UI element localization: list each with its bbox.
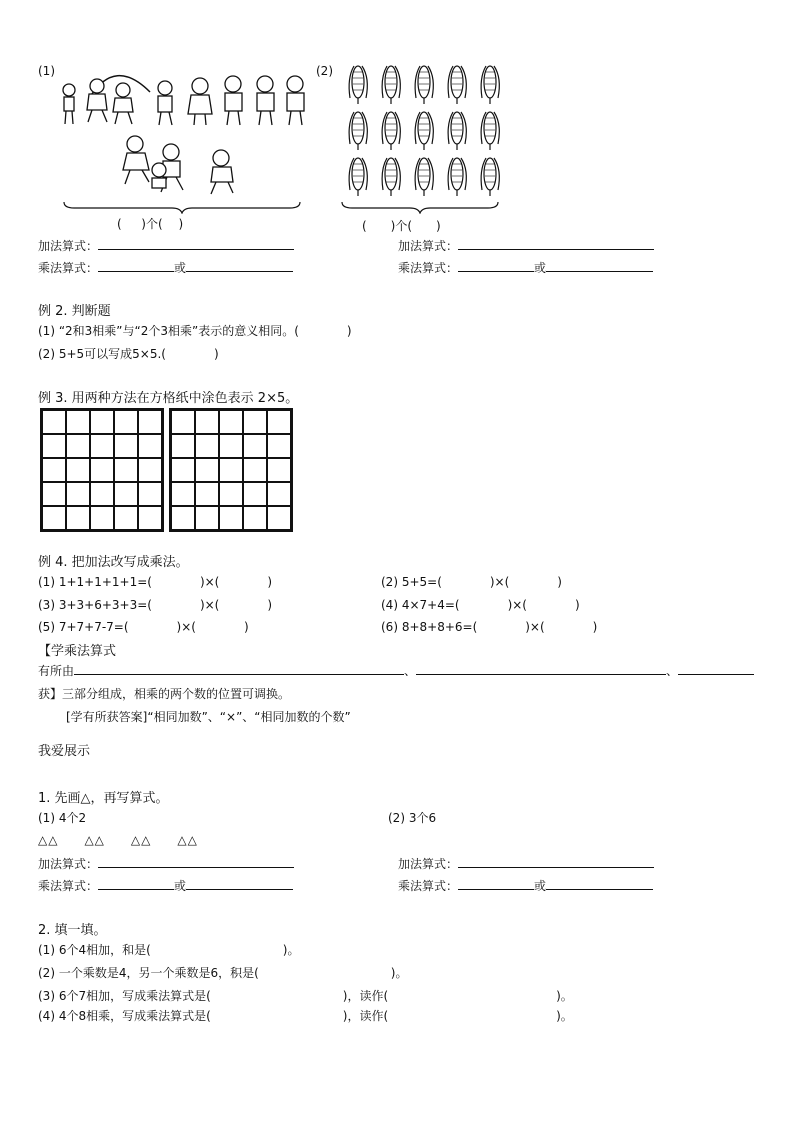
mul-formula-blank[interactable] xyxy=(98,259,174,272)
grid-cell[interactable] xyxy=(219,458,243,482)
grid-cell[interactable] xyxy=(195,434,219,458)
grid-cell[interactable] xyxy=(219,482,243,506)
child-figure xyxy=(225,76,242,125)
grid-cell[interactable] xyxy=(171,410,195,434)
example-4-title: 例 4. 把加法改写成乘法。 xyxy=(38,555,189,570)
corn-cob xyxy=(415,112,433,150)
section-title: 我爱展示 xyxy=(38,744,91,759)
learn-blank-1[interactable] xyxy=(74,662,404,675)
fill-item-2: (2) 一个乘数是4，另一个乘数是6，积是( )。 xyxy=(38,966,408,980)
grid-cell[interactable] xyxy=(267,458,291,482)
child-figure xyxy=(211,150,233,194)
grid-cell[interactable] xyxy=(42,458,66,482)
fill-item-3: (3) 6个7相加，写成乘法算式是( )，读作( )。 xyxy=(38,989,573,1003)
grid-cell[interactable] xyxy=(195,482,219,506)
mul-formula-blank[interactable] xyxy=(186,877,293,890)
add-formula-left: 加法算式： xyxy=(38,237,294,254)
children-picture xyxy=(55,62,310,202)
grid-cell[interactable] xyxy=(243,506,267,530)
corn-cob xyxy=(349,66,367,104)
rewrite-item-5: (5) 7+7+7-7=( )×( ) xyxy=(38,620,249,634)
grid-cell[interactable] xyxy=(90,434,114,458)
mul-formula-right: 乘法算式： 或 xyxy=(398,259,653,276)
mul-formula-blank[interactable] xyxy=(186,259,293,272)
show-mul-formula-right: 乘法算式： 或 xyxy=(398,877,653,894)
grid-cell[interactable] xyxy=(90,506,114,530)
grid-cell[interactable] xyxy=(138,482,162,506)
fill-item-4: (4) 4个8相乘，写成乘法算式是( )，读作( )。 xyxy=(38,1009,573,1023)
mul-formula-blank[interactable] xyxy=(546,259,653,272)
show-mul-formula-left: 乘法算式： 或 xyxy=(38,877,293,894)
grid-row xyxy=(171,410,291,434)
corn-cob xyxy=(481,158,499,196)
grid-cell[interactable] xyxy=(66,458,90,482)
grid-cell[interactable] xyxy=(138,506,162,530)
example-2-title: 例 2. 判断题 xyxy=(38,304,111,319)
show-question-1b: (2) 3个6 xyxy=(388,811,437,825)
corn-cob xyxy=(448,158,466,196)
picture-2-caption: ( )个( ) xyxy=(362,219,441,233)
grid-cell[interactable] xyxy=(195,506,219,530)
child-figure xyxy=(152,163,166,188)
grid-row xyxy=(171,458,291,482)
grid-cell[interactable] xyxy=(195,410,219,434)
grid-cell[interactable] xyxy=(171,434,195,458)
learn-title: 【学乘法算式 xyxy=(38,644,117,659)
grid-cell[interactable] xyxy=(42,410,66,434)
grid-cell[interactable] xyxy=(219,506,243,530)
picture-1-caption: ( )个( ) xyxy=(117,217,184,231)
grid-cell[interactable] xyxy=(42,434,66,458)
mul-formula-blank[interactable] xyxy=(546,877,653,890)
rewrite-item-1: (1) 1+1+1+1+1=( )×( ) xyxy=(38,575,273,589)
grid-cell[interactable] xyxy=(243,410,267,434)
rewrite-item-2: (2) 5+5=( )×( ) xyxy=(381,575,562,589)
show-add-formula-right: 加法算式： xyxy=(398,855,654,872)
grid-cell[interactable] xyxy=(243,482,267,506)
child-figure xyxy=(87,79,107,122)
grid-row xyxy=(42,434,162,458)
add-formula-right: 加法算式： xyxy=(398,237,654,254)
grid-paper-left[interactable] xyxy=(40,408,164,532)
child-figure xyxy=(257,76,274,125)
child-figure xyxy=(113,83,133,124)
corn-cob xyxy=(382,66,400,104)
grid-cell[interactable] xyxy=(42,482,66,506)
grid-cell[interactable] xyxy=(219,410,243,434)
grid-cell[interactable] xyxy=(267,506,291,530)
grid-row xyxy=(42,482,162,506)
corn-cob xyxy=(448,112,466,150)
mul-formula-left: 乘法算式： 或 xyxy=(38,259,293,276)
learn-answer: [学有所获答案]“相同加数”、“×”、“相同加数的个数” xyxy=(66,710,351,724)
grid-cell[interactable] xyxy=(114,410,138,434)
right-brace xyxy=(340,200,500,214)
example-3-title: 例 3. 用两种方法在方格纸中涂色表示 2×5。 xyxy=(38,391,299,406)
grid-cell[interactable] xyxy=(138,434,162,458)
grid-cell[interactable] xyxy=(171,458,195,482)
grid-cell[interactable] xyxy=(138,458,162,482)
child-figure xyxy=(63,84,75,124)
left-brace xyxy=(62,200,302,214)
grid-row xyxy=(171,506,291,530)
grid-cell[interactable] xyxy=(171,506,195,530)
learn-blank-3[interactable] xyxy=(678,662,754,675)
add-formula-blank[interactable] xyxy=(98,237,294,250)
grid-cell[interactable] xyxy=(114,506,138,530)
grid-row xyxy=(42,506,162,530)
add-formula-blank[interactable] xyxy=(458,855,654,868)
grid-row xyxy=(171,434,291,458)
grid-cell[interactable] xyxy=(195,458,219,482)
mul-formula-blank[interactable] xyxy=(458,259,534,272)
child-figure xyxy=(188,78,212,125)
grid-cell[interactable] xyxy=(138,410,162,434)
learn-blank-2[interactable] xyxy=(416,662,666,675)
grid-cell[interactable] xyxy=(42,506,66,530)
corn-cob xyxy=(349,112,367,150)
picture-2-label: (2) xyxy=(316,64,333,78)
grid-cell[interactable] xyxy=(243,434,267,458)
grid-cell[interactable] xyxy=(114,434,138,458)
corn-cob xyxy=(481,112,499,150)
rewrite-item-3: (3) 3+3+6+3+3=( )×( ) xyxy=(38,598,273,612)
add-formula-blank[interactable] xyxy=(98,855,294,868)
triangle-drawing: △△ △△ △△ △△ xyxy=(38,833,198,847)
corn-cob xyxy=(415,66,433,104)
picture-1-label: (1) xyxy=(38,64,55,78)
learn-line-1: 有所由 、 、 xyxy=(38,662,754,679)
show-question-1-title: 1. 先画△，再写算式。 xyxy=(38,791,169,806)
judge-question-2: (2) 5+5可以写成5×5.( ) xyxy=(38,347,219,361)
judge-question-1: (1) “2和3相乘”与“2个3相乘”表示的意义相同。( ) xyxy=(38,324,352,338)
grid-cell[interactable] xyxy=(66,434,90,458)
grid-cell[interactable] xyxy=(90,458,114,482)
child-figure xyxy=(158,81,172,125)
grid-row xyxy=(171,482,291,506)
corn-cob xyxy=(481,66,499,104)
corn-cob xyxy=(415,158,433,196)
show-question-2-title: 2. 填一填。 xyxy=(38,923,107,938)
grid-cell[interactable] xyxy=(90,410,114,434)
corn-cob xyxy=(448,66,466,104)
grid-cell[interactable] xyxy=(267,434,291,458)
grid-row xyxy=(42,410,162,434)
grid-cell[interactable] xyxy=(267,410,291,434)
corn-cob xyxy=(382,112,400,150)
grid-cell[interactable] xyxy=(114,482,138,506)
grid-cell[interactable] xyxy=(66,482,90,506)
show-add-formula-left: 加法算式： xyxy=(38,855,294,872)
grid-cell[interactable] xyxy=(114,458,138,482)
grid-cell[interactable] xyxy=(171,482,195,506)
grid-cell[interactable] xyxy=(219,434,243,458)
corn-picture xyxy=(340,60,505,200)
grid-paper-right[interactable] xyxy=(169,408,293,532)
grid-cell[interactable] xyxy=(90,482,114,506)
mul-formula-blank[interactable] xyxy=(98,877,174,890)
child-figure xyxy=(123,136,149,184)
rewrite-item-6: (6) 8+8+8+6=( )×( ) xyxy=(381,620,598,634)
grid-cell[interactable] xyxy=(66,410,90,434)
corn-cob xyxy=(382,158,400,196)
grid-row xyxy=(42,458,162,482)
add-formula-blank[interactable] xyxy=(458,237,654,250)
show-question-1a: (1) 4个2 xyxy=(38,811,87,825)
grid-cell[interactable] xyxy=(66,506,90,530)
mul-formula-blank[interactable] xyxy=(458,877,534,890)
grid-cell[interactable] xyxy=(267,482,291,506)
fill-item-1: (1) 6个4相加，和是( )。 xyxy=(38,943,300,957)
grid-cell[interactable] xyxy=(243,458,267,482)
learn-line-2: 获】三部分组成，相乘的两个数的位置可调换。 xyxy=(38,687,291,701)
corn-cob xyxy=(349,158,367,196)
child-figure xyxy=(287,76,304,125)
rewrite-item-4: (4) 4×7+4=( )×( ) xyxy=(381,598,580,612)
